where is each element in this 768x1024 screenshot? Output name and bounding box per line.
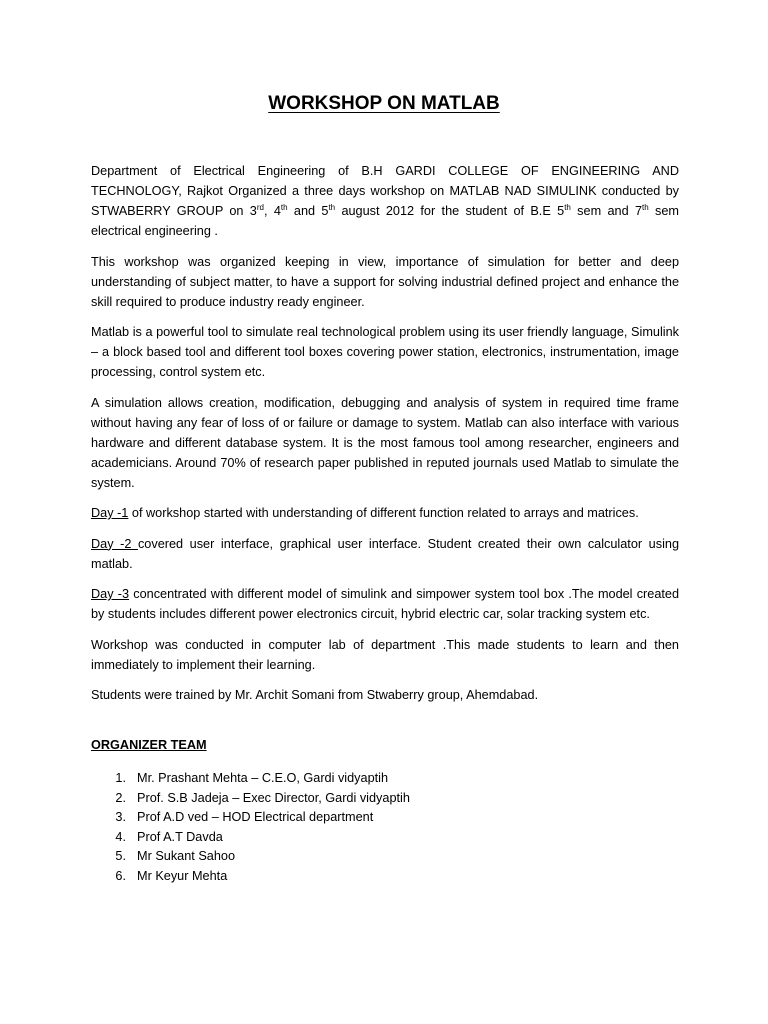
day-3-text: concentrated with different model of simulink and simpower system tool box .The model created by students includes different power electronics circuit, hybrid electric car, solar tracking system etc. — [91, 587, 680, 621]
day-2-label: Day -2 — [91, 536, 138, 551]
list-item-number: 4. — [115, 829, 126, 844]
list-item-name: Prof A.D ved – HOD Electrical department — [137, 810, 374, 825]
simulation-paragraph: A simulation allows creation, modification, debugging and analysis of system in required time frame without having any fear of loss of or failure or damage to system. Matlab can also interface with various hardware and different database system. It is the most famous tool among researcher, engineers and academicians. Around 70% of research paper published in reputed journals used Matlab to simulate the system. — [91, 395, 679, 490]
day-2-paragraph — [91, 534, 679, 574]
intro-text-4: august 2012 for the student of B.E 5 — [335, 204, 565, 218]
intro-text-2: , 4 — [264, 204, 281, 218]
list-item-name: Prof. S.B Jadeja – Exec Director, Gardi vidyaptih — [137, 790, 410, 805]
day-3-paragraph — [91, 584, 679, 624]
list-item-number: 5. — [115, 849, 126, 864]
intro-text-6: sem electrical engineering . — [91, 204, 679, 238]
list-item-number: 1. — [115, 771, 126, 785]
list-item-number: 6. — [115, 868, 126, 883]
list-item-name: Prof A.T Davda — [137, 829, 223, 844]
list-item — [91, 769, 491, 789]
purpose-paragraph: This workshop was organized keeping in view, importance of simulation for better and deep understanding of subject matter, to have a support for solving industrial defined project and enhance the skill required to produce industry ready engineer. — [91, 254, 679, 309]
list-item — [91, 867, 491, 887]
organizer-team-list — [91, 769, 491, 887]
day-2-text: covered user interface, graphical user interface. Student created their own calculator using matlab. — [91, 536, 679, 571]
intro-sup-2: th — [280, 203, 288, 212]
intro-text-3: and 5 — [287, 204, 329, 218]
day-1-paragraph — [91, 503, 679, 523]
day-3-label: Day -3 — [91, 587, 130, 601]
intro-sup-4: th — [564, 203, 571, 212]
lab-paragraph: Workshop was conducted in computer lab of department .This made students to learn and then immediately to implement their learning. — [91, 637, 679, 672]
intro-sup-3: th — [328, 203, 336, 212]
intro-paragraph — [91, 161, 679, 241]
list-item-name: Mr Keyur Mehta — [137, 868, 228, 883]
list-item-number: 2. — [115, 790, 126, 805]
list-item-name: Mr Sukant Sahoo — [137, 849, 236, 864]
intro-sup-5: th — [642, 203, 649, 212]
document-title: WORKSHOP ON MATLAB — [268, 93, 500, 114]
intro-text-5: sem and 7 — [570, 204, 643, 218]
list-item — [91, 808, 491, 828]
list-item — [91, 828, 491, 848]
list-item-name: Mr. Prashant Mehta – C.E.O, Gardi vidyaptih — [137, 771, 389, 785]
intro-text-1: Department of Electrical Engineering of B.H GARDI COLLEGE OF ENGINEERING AND TECHNOLOGY, Rajkot Organized a three days workshop on MATLAB NAD SIMULINK conducted by STWABERRY GROUP on 3 — [91, 164, 679, 218]
organizer-team-heading: ORGANIZER TEAM — [91, 738, 207, 752]
document-body — [91, 161, 679, 716]
day-1-text: of workshop started with understanding of different function related to arrays and matrices. — [128, 506, 639, 520]
matlab-paragraph: Matlab is a powerful tool to simulate real technological problem using its user friendly language, Simulink – a block based tool and different tool boxes covering power station, electronics, instrumentation, image processing, control system etc. — [91, 325, 679, 379]
intro-sup-1: rd — [256, 203, 264, 212]
list-item — [91, 847, 491, 867]
list-item — [91, 789, 491, 809]
day-1-label: Day -1 — [91, 506, 129, 520]
list-item-number: 3. — [115, 810, 126, 825]
trainer-paragraph: Students were trained by Mr. Archit Somani from Stwaberry group, Ahemdabad. — [91, 688, 539, 702]
